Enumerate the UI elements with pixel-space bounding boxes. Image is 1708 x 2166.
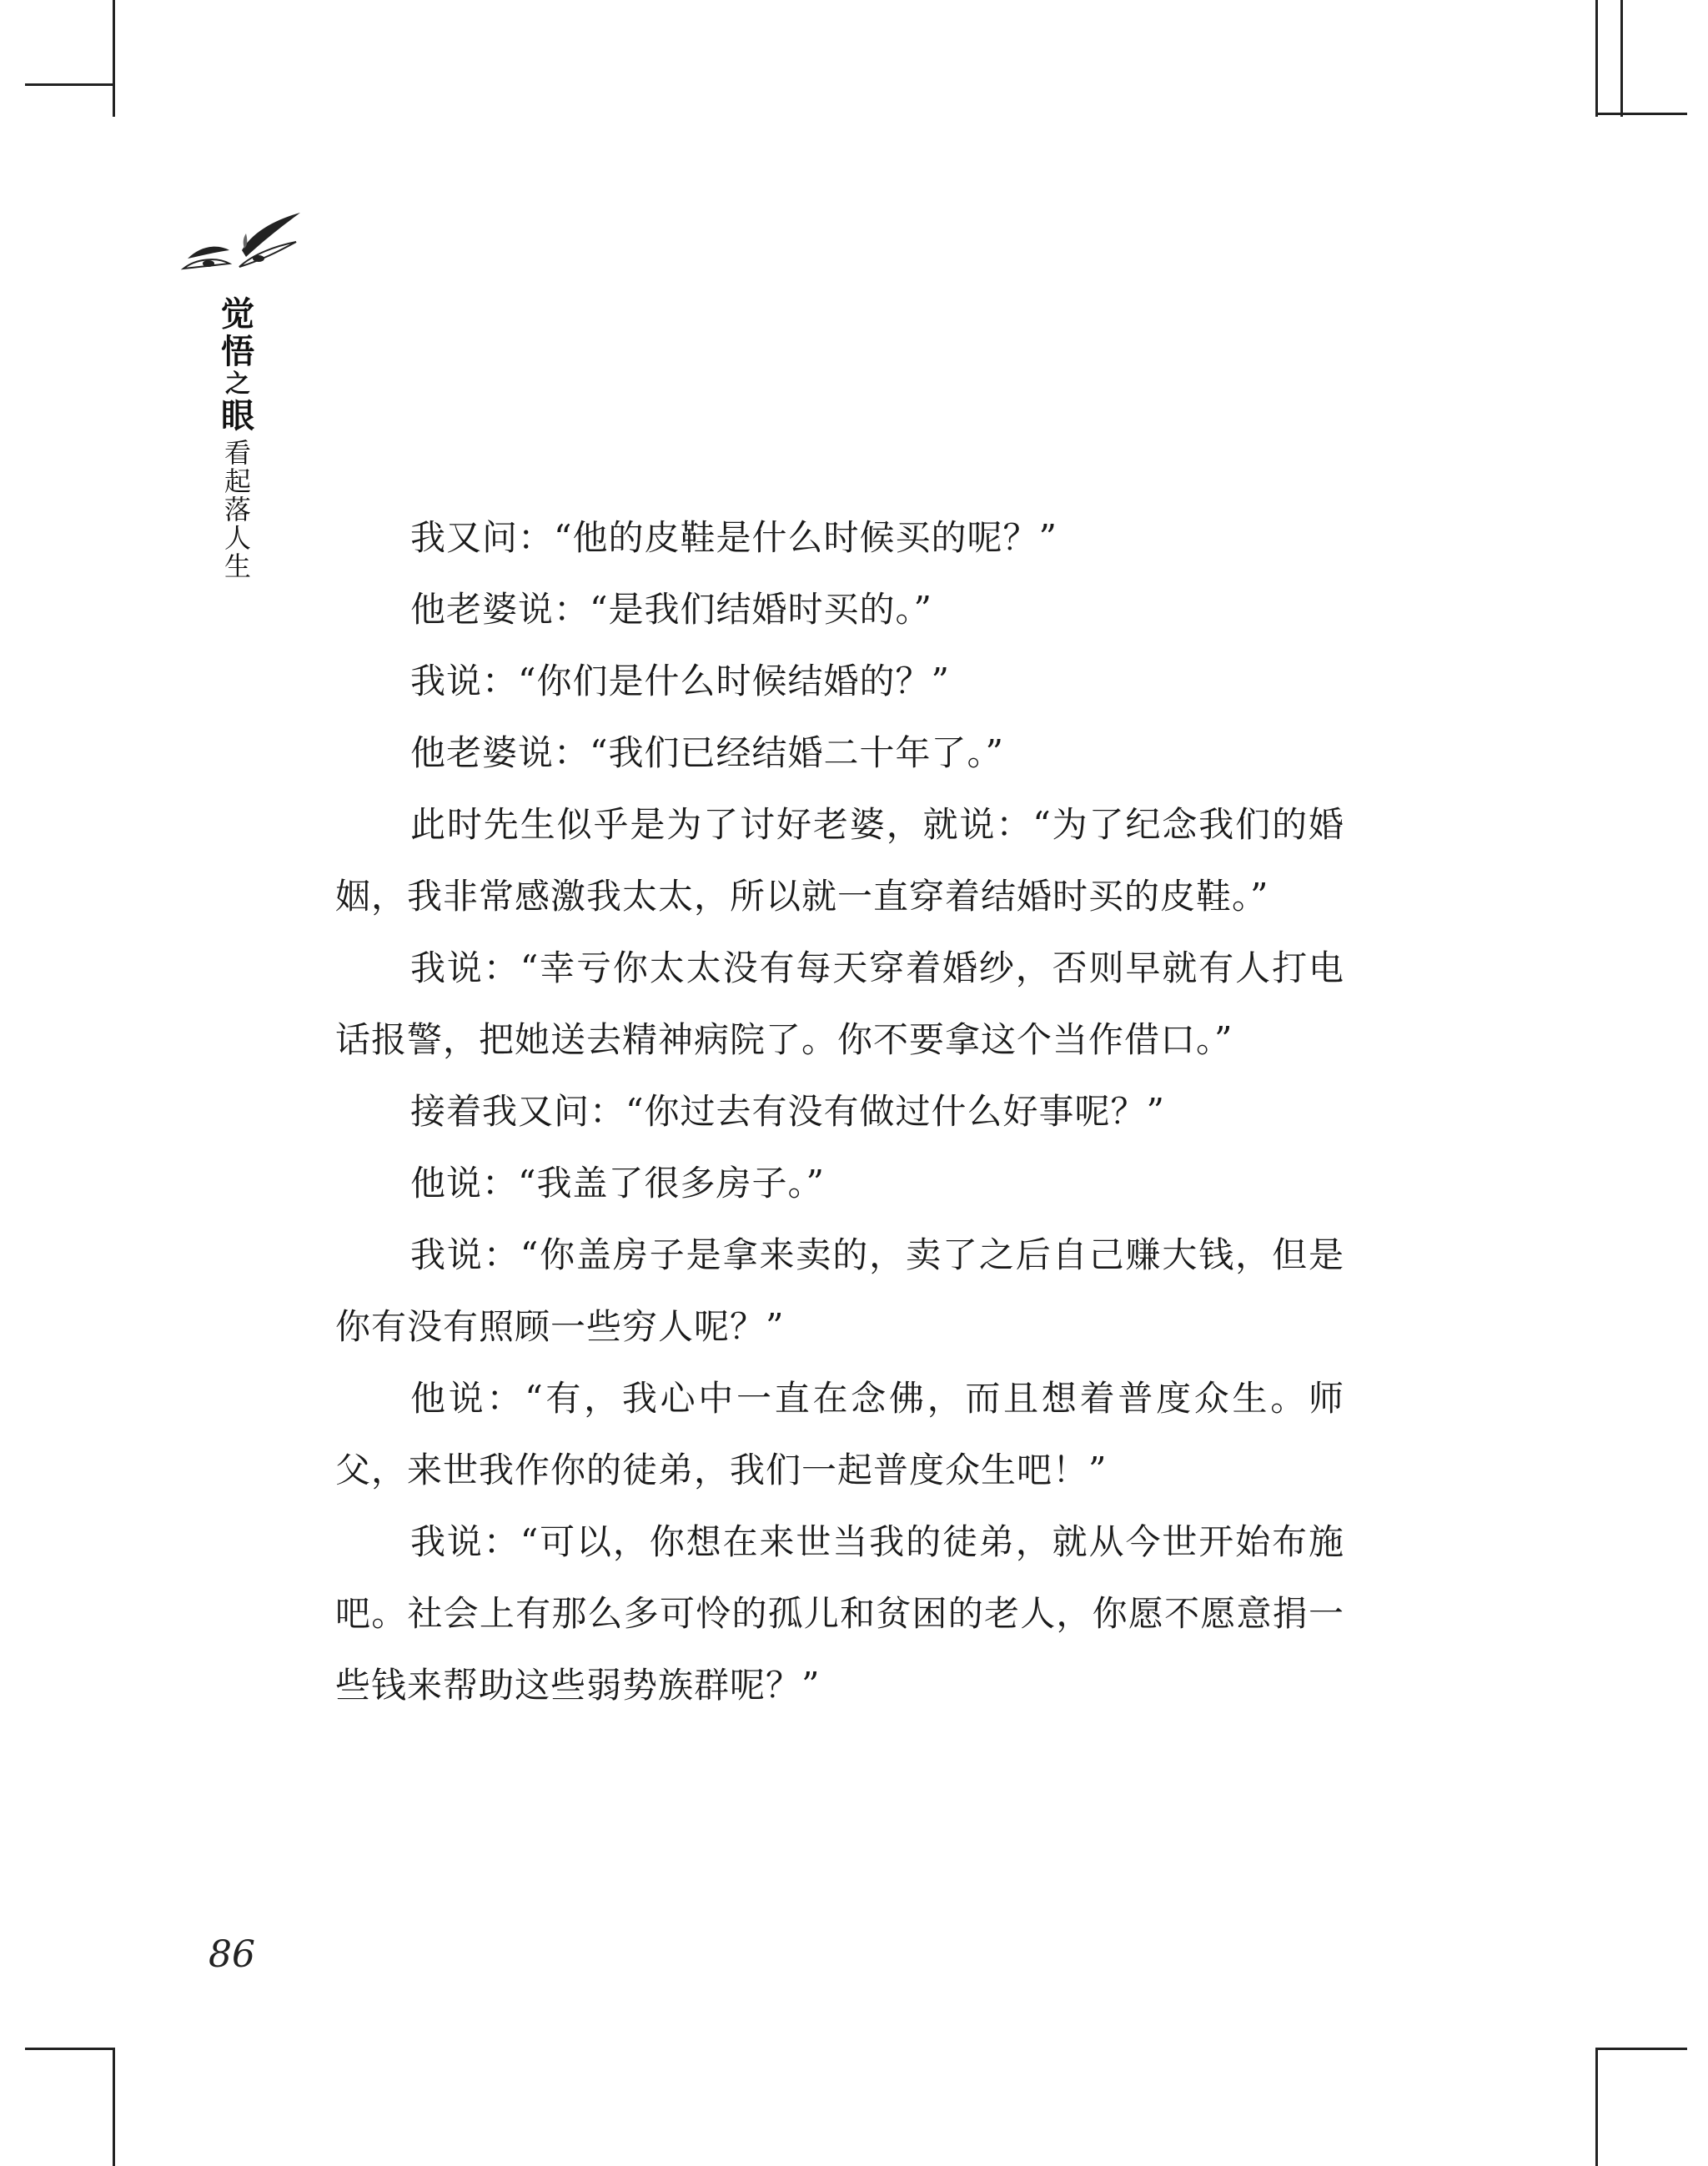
crop-mark-bottom-left-horizontal: [25, 2048, 115, 2050]
book-subtitle: [213, 439, 263, 580]
paragraph: 我说：“你们是什么时候结婚的？”: [410, 661, 950, 701]
book-sidebar-title: [213, 296, 263, 580]
paragraph: 他说：“有，我心中一直在念佛，而且想着普度众生。师父，来世我作你的徒弟，我们一起普度众生吧！”: [335, 1378, 1344, 1490]
paragraph: 他老婆说：“我们已经结婚二十年了。”: [410, 732, 1004, 773]
crop-mark-top-left-horizontal: [25, 83, 115, 86]
crop-mark-top-right-vertical-inner: [1620, 0, 1623, 117]
book-title-char: 悟: [221, 333, 254, 371]
page-number: 86: [208, 1933, 255, 1976]
book-title-char: 觉: [221, 295, 254, 334]
paragraph: 他老婆说：“是我们结婚时买的。”: [410, 589, 932, 630]
paragraph: 此时先生似乎是为了讨好老婆，就说：“为了纪念我们的婚姻，我非常感激我太太，所以就一直穿着结婚时买的皮鞋。”: [335, 804, 1344, 917]
paragraph: 我又问：“他的皮鞋是什么时候买的呢？”: [410, 517, 1057, 558]
crop-mark-top-left-vertical: [113, 0, 115, 117]
paragraph: 他说：“我盖了很多房子。”: [410, 1163, 825, 1204]
crop-mark-bottom-left-vertical: [113, 2048, 115, 2166]
paragraph: 我说：“你盖房子是拿来卖的，卖了之后自己赚大钱，但是你有没有照顾一些穷人呢？”: [335, 1234, 1344, 1347]
crop-mark-bottom-right-vertical: [1595, 2048, 1598, 2166]
book-title: [213, 296, 263, 435]
book-subtitle-char: 起: [224, 465, 251, 497]
book-subtitle-char: 生: [224, 550, 251, 582]
page-body: [335, 502, 1344, 1721]
crop-mark-top-right-vertical: [1595, 0, 1598, 117]
book-title-char: 眼: [221, 397, 254, 435]
book-subtitle-char: 落: [224, 494, 251, 525]
crop-mark-bottom-right-horizontal: [1595, 2048, 1687, 2050]
book-subtitle-char: 人: [224, 522, 251, 554]
paragraph: 我说：“幸亏你太太没有每天穿着婚纱，否则早就有人打电话报警，把她送去精神病院了。你不要拿这个当作借口。”: [335, 947, 1344, 1060]
paragraph: 我说：“可以，你想在来世当我的徒弟，就从今世开始布施吧。社会上有那么多可怜的孤儿和贫困的老人，你愿不愿意捐一些钱来帮助这些弱势族群呢？”: [335, 1521, 1344, 1706]
crop-mark-top-right-horizontal: [1595, 113, 1687, 115]
paragraph: 接着我又问：“你过去有没有做过什么好事呢？”: [410, 1091, 1165, 1132]
book-title-char: 之: [225, 369, 250, 399]
book-subtitle-char: 看: [224, 437, 251, 469]
eye-logo-icon: [163, 209, 304, 300]
